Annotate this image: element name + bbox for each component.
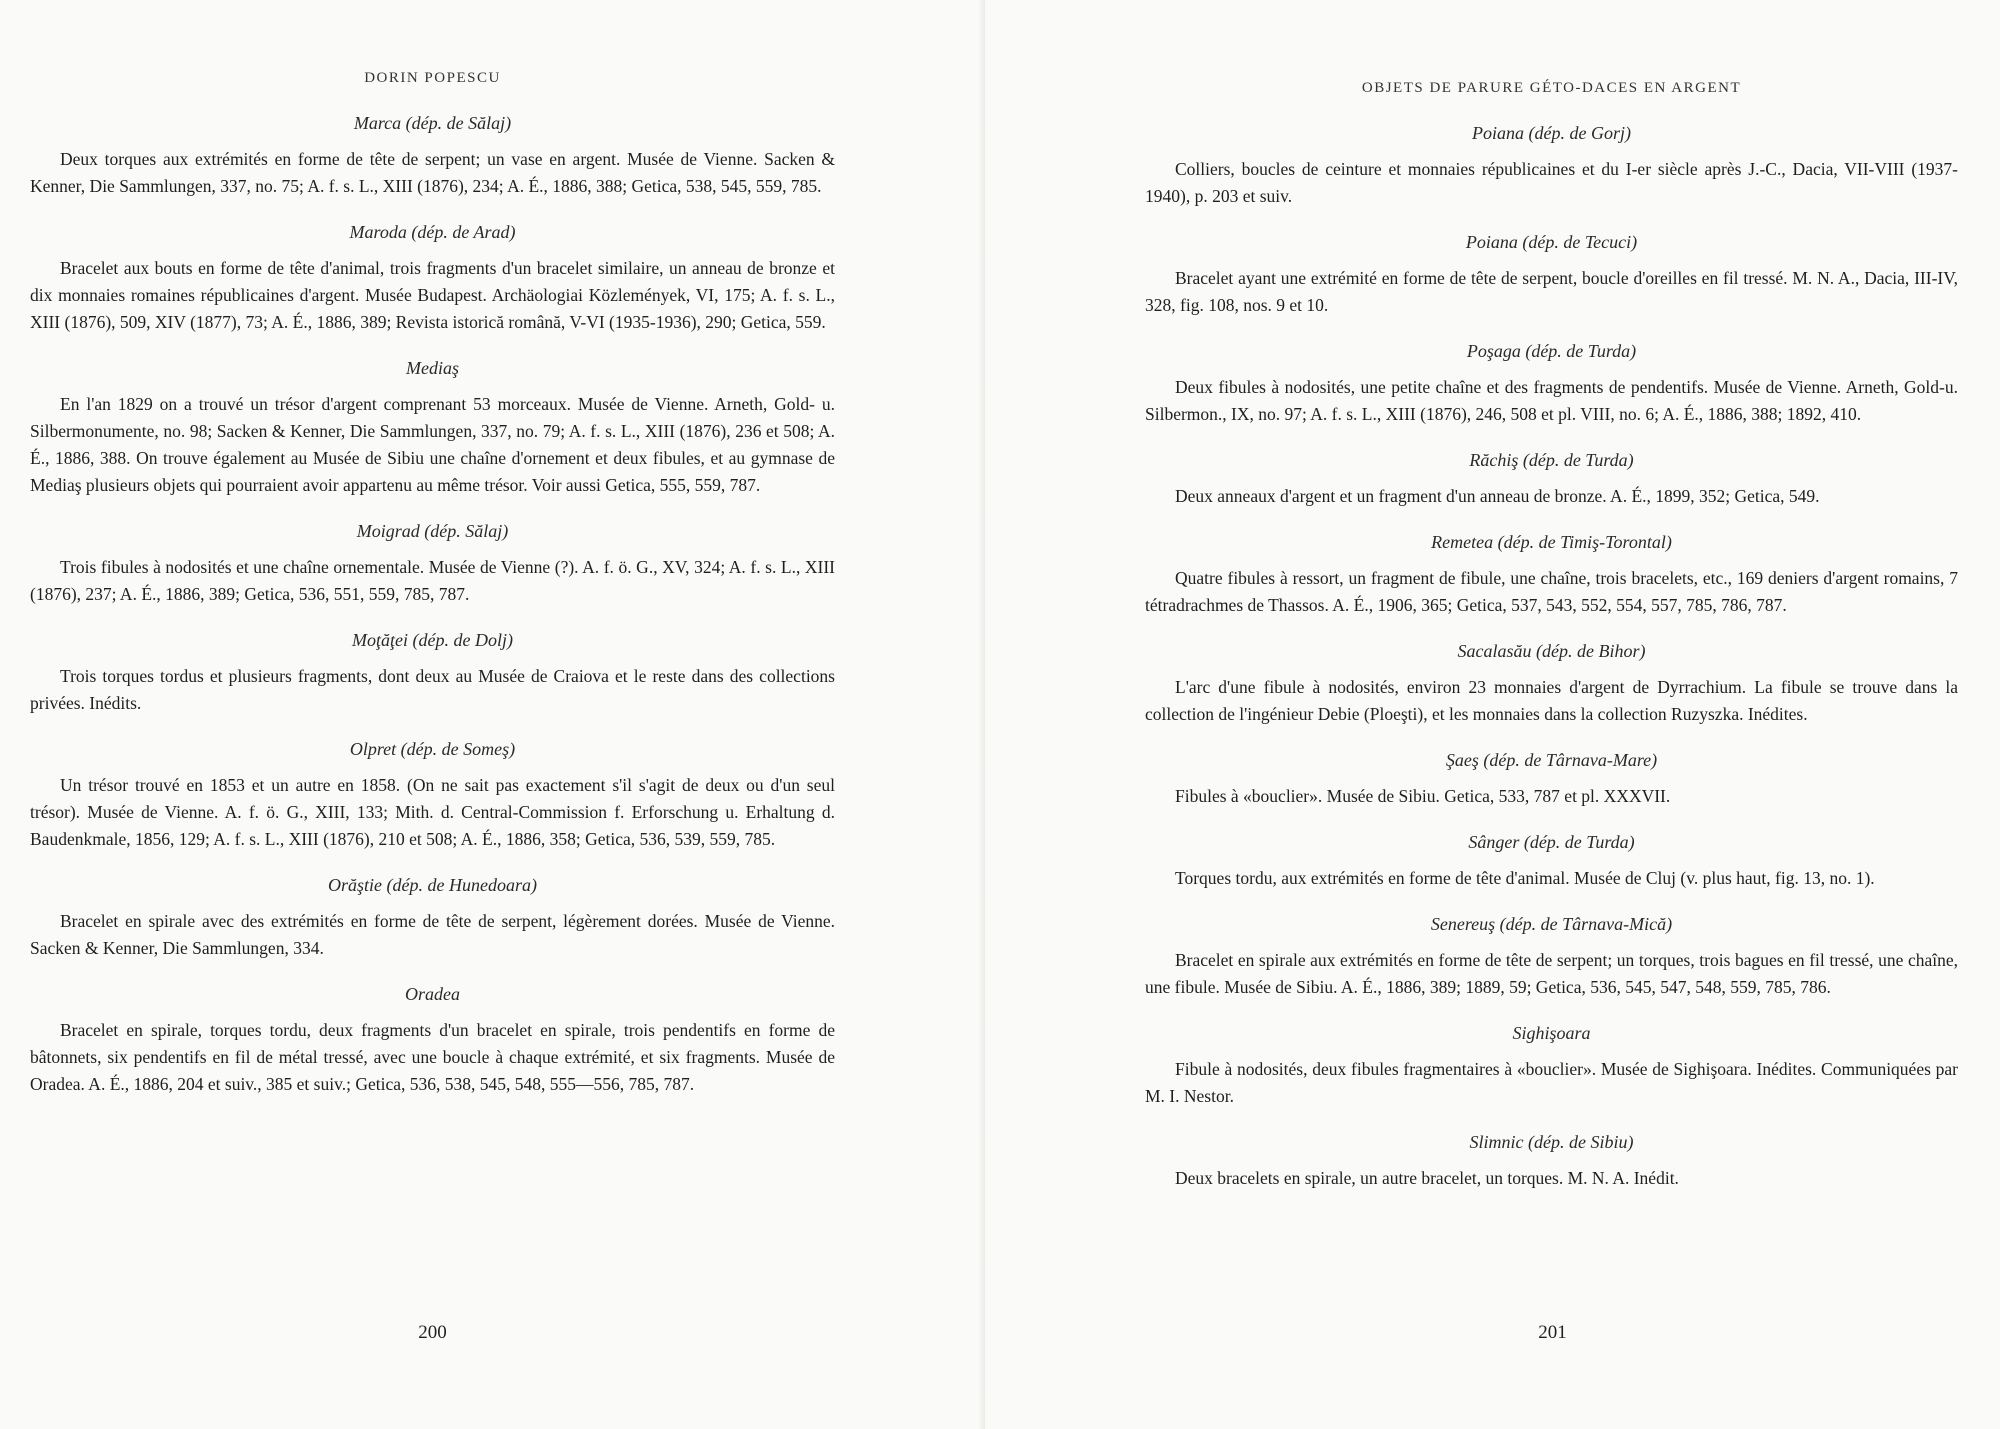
catalog-entry [1145,450,1958,510]
catalog-entry [1145,341,1958,428]
entry-title: Orăştie (dép. de Hunedoara) [328,875,537,895]
catalog-entry [1145,750,1958,810]
entry-title: Maroda (dép. de Arad) [349,222,516,242]
entry-title: Sânger (dép. de Turda) [1468,832,1635,852]
entry-text: Trois torques tordus et plusieurs fragments, dont deux au Musée de Craiova et le reste dans des collections privées. Inédits. [30,666,835,713]
catalog-entry [30,875,835,962]
running-head: OBJETS DE PARURE GÉTO-DACES EN ARGENT [1361,80,1742,96]
entry-text: En l'an 1829 on a trouvé un trésor d'argent comprenant 53 morceaux. Musée de Vienne. Arneth, Gold- u. Silbermonumente, no. 98; Sacken & Kenner, Die Sammlungen, 337, no. 79; A. f. s. L., XIII (1876), 236 et 508; A. É., 1886, 388. On trouve également au Musée de Sibiu une chaîne d'ornement et deux fibules, et au gymnase de Mediaş plusieurs objets qui pourraient avoir appartenu au même trésor. Voir aussi Getica, 555, 559, 787. [30,394,835,495]
entry-list [1145,123,1958,1192]
entry-title: Moigrad (dép. Sălaj) [356,521,509,541]
entry-text: Bracelet ayant une extrémité en forme de tête de serpent, boucle d'oreilles en fil tressé. M. N. A., Dacia, III-IV, 328, fig. 108, nos. 9 et 10. [1145,268,1958,315]
running-head: DORIN POPESCU [364,70,501,86]
entry-title: Răchiş (dép. de Turda) [1469,450,1634,470]
catalog-entry [1145,532,1958,619]
catalog-entry [30,984,835,1098]
entry-title: Olpret (dép. de Someş) [349,739,516,759]
entry-text: Deux anneaux d'argent et un fragment d'un anneau de bronze. A. É., 1899, 352; Getica, 549. [1175,486,1820,506]
page-number: 200 [418,1322,447,1343]
entry-title: Remetea (dép. de Timiş-Torontal) [1431,532,1672,552]
catalog-entry [30,358,835,499]
entry-title: Şaeş (dép. de Târnava-Mare) [1445,750,1658,770]
entry-title: Poiana (dép. de Tecuci) [1465,232,1638,252]
entry-text: Fibules à «bouclier». Musée de Sibiu. Getica, 533, 787 et pl. XXXVII. [1175,786,1671,806]
catalog-entry [1145,914,1958,1001]
page-number: 201 [1538,1322,1567,1343]
entry-text: Un trésor trouvé en 1853 et un autre en 1858. (On ne sait pas exactement s'il s'agit de deux ou d'un seul trésor). Musée de Vienne. A. f. ö. G., XIII, 133; Mith. d. Central-Commission f. Erforschung u. Erhaltung d. Baudenkmale, 1856, 129; A. f. s. L., XIII (1876), 210 et 508; A. É., 1886, 358; Getica, 536, 539, 559, 785. [30,775,835,849]
entry-text: L'arc d'une fibule à nodosités, environ 23 monnaies d'argent de Dyrrachium. La fibule se trouve dans la collection de l'ingénieur Debie (Ploeşti), et les monnaies dans la collection Ruzyszka. Inédites. [1145,677,1958,724]
entry-text: Quatre fibules à ressort, un fragment de fibule, une chaîne, trois bracelets, etc., 169 deniers d'argent romains, 7 tétradrachmes de Thassos. A. É., 1906, 365; Getica, 537, 543, 552, 554, 557, 785, 786, 787. [1145,568,1958,615]
entry-text: Torques tordu, aux extrémités en forme de tête d'animal. Musée de Cluj (v. plus haut, fig. 13, no. 1). [1175,868,1875,888]
entry-text: Bracelet en spirale aux extrémités en forme de tête de serpent; un torques, trois bagues en fil tressé, une chaîne, une fibule. Musée de Sibiu. A. É., 1886, 389; 1889, 59; Getica, 536, 545, 547, 548, 559, 785, 786. [1145,950,1958,997]
entry-title: Moţăţei (dép. de Dolj) [352,630,513,650]
entry-text: Colliers, boucles de ceinture et monnaies républicaines et du I-er siècle après J.-C., Dacia, VII-VIII (1937-1940), p. 203 et suiv. [1145,159,1958,206]
entry-text: Deux fibules à nodosités, une petite chaîne et des fragments de pendentifs. Musée de Vienne. Arneth, Gold-u. Silbermon., IX, no. 97; A. f. s. L., XIII (1876), 246, 508 et pl. VIII, no. 6; A. É., 1886, 388; 1892, 410. [1145,377,1958,424]
entry-title: Poşaga (dép. de Turda) [1466,341,1637,361]
entry-title: Sighişoara [1512,1023,1591,1043]
entry-text: Bracelet en spirale avec des extrémités en forme de tête de serpent, légèrement dorées. Musée de Vienne. Sacken & Kenner, Die Sammlungen, 334. [30,911,835,958]
entry-text: Deux torques aux extrémités en forme de tête de serpent; un vase en argent. Musée de Vienne. Sacken & Kenner, Die Sammlungen, 337, no. 75; A. f. s. L., XIII (1876), 234; A. É., 1886, 388; Getica, 538, 545, 559, 785. [30,149,835,196]
catalog-entry [30,113,835,200]
catalog-entry [1145,641,1958,728]
entry-title: Slimnic (dép. de Sibiu) [1469,1132,1634,1152]
catalog-entry [30,630,835,717]
entry-title: Mediaş [406,358,459,378]
catalog-entry [1145,123,1958,210]
catalog-entry [30,521,835,608]
catalog-entry [1145,1023,1958,1110]
catalog-entry [30,222,835,336]
entry-title: Sacalasău (dép. de Bihor) [1457,641,1646,661]
catalog-entry [30,739,835,853]
catalog-entry [1145,1132,1958,1192]
right-page [985,0,2000,1429]
entry-text: Bracelet aux bouts en forme de tête d'animal, trois fragments d'un bracelet similaire, un anneau de bronze et dix monnaies romaines républicaines d'argent. Musée Budapest. Archäologiai Közlemények, VI, 175; A. f. s. L., XIII (1876), 509, XIV (1877), 73; A. É., 1886, 389; Revista istorică română, V-VI (1935-1936), 290; Getica, 559. [30,258,835,332]
entry-text: Deux bracelets en spirale, un autre bracelet, un torques. M. N. A. Inédit. [1175,1168,1679,1188]
catalog-entry [1145,232,1958,319]
entry-title: Oradea [405,984,460,1004]
entry-text: Fibule à nodosités, deux fibules fragmentaires à «bouclier». Musée de Sighişoara. Inédites. Communiquées par M. I. Nestor. [1145,1059,1958,1106]
catalog-entry [1145,832,1958,892]
entry-text: Trois fibules à nodosités et une chaîne ornementale. Musée de Vienne (?). A. f. ö. G., XV, 324; A. f. s. L., XIII (1876), 237; A. É., 1886, 389; Getica, 536, 551, 559, 785, 787. [30,557,835,604]
entry-list [30,113,835,1098]
entry-title: Poiana (dép. de Gorj) [1472,123,1631,143]
entry-title: Senereuş (dép. de Târnava-Mică) [1430,914,1673,934]
left-page [0,0,985,1429]
entry-title: Marca (dép. de Sălaj) [353,113,512,133]
entry-text: Bracelet en spirale, torques tordu, deux fragments d'un bracelet en spirale, trois pendentifs en forme de bâtonnets, six pendentifs en fil de métal tressé, avec une boucle à chaque extrémité, et six fragments. Musée de Oradea. A. É., 1886, 204 et suiv., 385 et suiv.; Getica, 536, 538, 545, 548, 555—556, 785, 787. [30,1020,835,1094]
